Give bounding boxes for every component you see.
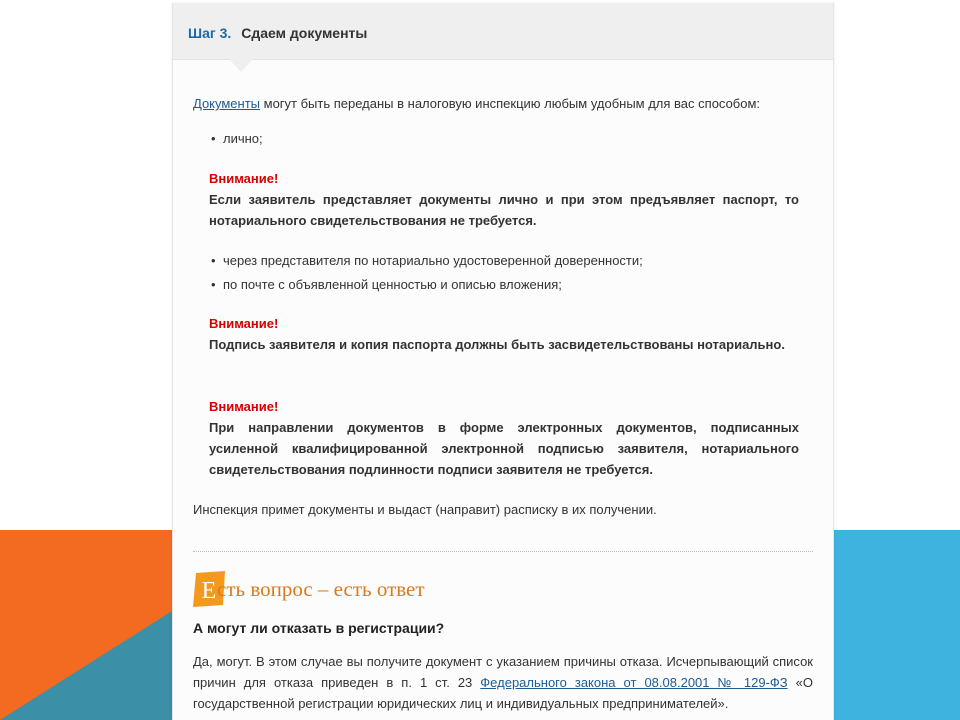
step-header — [173, 3, 833, 60]
warning-title-2: Внимание! — [209, 316, 279, 331]
list-item-in-person: • лично; — [223, 131, 263, 146]
blue-shape — [820, 530, 960, 720]
step-number: Шаг 3. — [188, 25, 232, 41]
answer-text-start: Да, могут. В этом случае вы получите документ с указанием причины отказа. Исчерпывающий список причин для отказа приведен в п. 1 ст. 23 — [193, 654, 813, 690]
qa-answer — [193, 651, 813, 714]
intro-text: могут быть переданы в налоговую инспекцию любым удобным для вас способом: — [260, 96, 761, 111]
answer-text-end: «О государственной регистрации юридических лиц и индивидуальных предпринимателей». — [193, 675, 813, 711]
section-divider — [193, 551, 813, 552]
header-pointer-icon — [229, 59, 253, 72]
content-panel — [172, 3, 834, 720]
documents-link[interactable]: Документы — [193, 96, 261, 111]
qa-title: сть вопрос – есть ответ — [217, 577, 425, 601]
list-item-representative: • через представителя по нотариально удостоверенной доверенности; — [223, 253, 643, 268]
closing-text: Инспекция примет документы и выдаст (направит) расписку в их получении. — [193, 502, 657, 517]
qa-question: А могут ли отказать в регистрации? — [193, 620, 445, 636]
warning-text-1: Если заявитель представляет документы лично и при этом предъявляет паспорт, то нотариального свидетельствования не требуется. — [209, 192, 799, 228]
warning-title-3: Внимание! — [209, 399, 279, 414]
warning-text-3: При направлении документов в форме электронных документов, подписанных усиленной квалифицированной электронной подписью заявителя, нотариального свидетельствования подлинности подписи заявителя не требуется. — [209, 420, 799, 477]
qa-logo-letter: Е — [201, 578, 217, 604]
intro-paragraph — [193, 96, 760, 111]
list-item-mail: • по почте с объявленной ценностью и описью вложения; — [223, 277, 562, 292]
federal-law-link[interactable]: Федерального закона от 08.08.2001 № 129-ФЗ — [480, 675, 788, 690]
warning-title-1: Внимание! — [209, 171, 279, 186]
warning-text-2: Подпись заявителя и копия паспорта должны быть засвидетельствованы нотариально. — [209, 337, 785, 352]
step-title — [188, 25, 367, 41]
step-name: Сдаем документы — [241, 25, 368, 41]
